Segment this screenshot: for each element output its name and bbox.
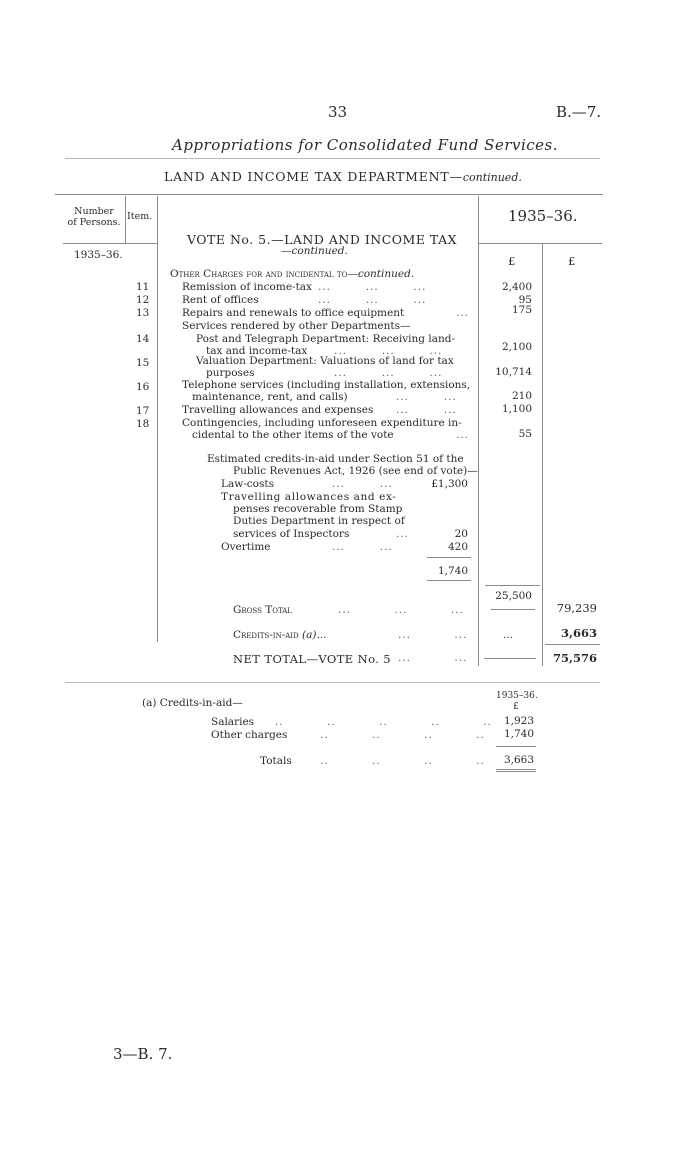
item-amount: 210 [511, 390, 532, 402]
subtotal-rule [485, 585, 540, 586]
leader-dots: ... [456, 307, 470, 319]
document-ref: B.—7. [556, 103, 602, 121]
leader-dots: ... ... [398, 629, 468, 641]
credits-total-rule [427, 580, 471, 581]
item-number: 12 [136, 294, 150, 306]
credit-overtime: Overtime [221, 541, 271, 553]
leader-dots: ... ... [332, 478, 393, 490]
section-heading-text: Other Charges for and incidental to [170, 268, 348, 280]
page-title: Appropriations for Consolidated Fund Services. [172, 136, 559, 154]
item-description: Telephone services (including installation, extensions, [182, 379, 471, 391]
footnote-total-rule [496, 769, 536, 770]
item-description: Travelling allowances and expenses [182, 404, 374, 416]
table-bottom-rule [65, 682, 600, 683]
item-amount: 55 [518, 428, 532, 440]
leader-dots: ... [396, 528, 410, 540]
leader-dots: ... ... ... [338, 604, 464, 616]
title-rule [65, 158, 600, 159]
persons-header-line1: Number [74, 206, 114, 217]
credits-in-aid-amount: 3,663 [560, 626, 597, 640]
footnote-unit: £ [513, 702, 519, 712]
persons-header [64, 206, 124, 228]
net-total-amount: 75,576 [552, 651, 597, 665]
sub-col-rule [542, 243, 543, 666]
page-number: 33 [328, 103, 348, 121]
leader-dots: ... [456, 429, 470, 441]
item-amount: 10,714 [495, 366, 532, 378]
department-cont: continued. [462, 171, 522, 184]
item-number: 17 [136, 405, 150, 417]
item-description: Valuation Department: Valuations of land for tax [196, 355, 454, 367]
item-number: 13 [136, 307, 150, 319]
item-number: 15 [136, 357, 150, 369]
credits-note-line1: Estimated credits-in-aid under Section 51 of the [207, 453, 464, 465]
persons-col-rule [125, 196, 126, 243]
leader-dots: ... ... [396, 391, 457, 403]
credit-travelling-line3: Duties Department in respect of [233, 515, 405, 527]
leader-dots: ... ... ... [318, 294, 427, 306]
leader-dots: ... ... ... [334, 345, 443, 357]
leader-dots: .. .. .. .. [320, 729, 485, 741]
gross-total-amount: 79,239 [556, 601, 597, 615]
item-description: Contingencies, including unforeseen expenditure in- [182, 417, 462, 429]
leader-dots: .. .. .. .. .. [275, 716, 492, 728]
item-description: Repairs and renewals to office equipment [182, 307, 405, 319]
leader-dots: .. .. .. .. [320, 755, 485, 767]
vote-title: VOTE No. 5.—LAND AND INCOME TAX [187, 232, 457, 247]
credits-total: 1,740 [437, 565, 468, 577]
item-description-cont: cidental to the other items of the vote [192, 429, 394, 441]
net-total-label: NET TOTAL—VOTE No. 5 [233, 652, 392, 666]
credit-overtime-amount: 420 [447, 541, 468, 553]
credit-travelling-line4: services of Inspectors [233, 528, 350, 540]
credits-in-aid-mid: ... [503, 629, 514, 641]
year-head-rule [478, 243, 602, 244]
credits-note-line2: Public Revenues Act, 1926 (see end of vote)— [233, 465, 478, 477]
footnote-sum-rule [496, 746, 536, 747]
persons-year: 1935–36. [74, 249, 123, 261]
leader-dots: ... ... ... [334, 367, 443, 379]
subtotal-amount: 25,500 [495, 590, 532, 602]
credit-travelling-line2: penses recoverable from Stamp [233, 503, 403, 515]
item-description-cont: maintenance, rent, and calls) [192, 391, 348, 403]
credit-law-costs: Law-costs [221, 478, 274, 490]
footnote-heading-text: (a) Credits-in-aid— [142, 697, 243, 709]
section-heading [170, 268, 414, 280]
item-col-rule [157, 196, 158, 642]
footnote-year: 1935–36. [496, 691, 538, 701]
pound-col2: £ [568, 254, 576, 268]
item-description: Rent of offices [182, 294, 259, 306]
item-number: 16 [136, 381, 150, 393]
footnote-heading [142, 697, 243, 709]
credits-sum-rule [427, 557, 471, 558]
credit-travelling-amount: 20 [454, 528, 468, 540]
persons-head-rule [63, 243, 158, 244]
leader-dots: ... ... [396, 404, 457, 416]
item-description: Remission of income-tax [182, 281, 312, 293]
footnote-total-rule2 [496, 771, 536, 772]
item-description-cont: tax and income-tax [206, 345, 308, 357]
leader-dots: ... ... ... [318, 281, 427, 293]
footnote-salaries-amount: 1,923 [503, 715, 534, 727]
credit-travelling-line1: Travelling allowances and ex- [221, 491, 397, 503]
year-header: 1935–36. [508, 207, 578, 225]
net-dash-rule [484, 658, 536, 659]
credit-law-costs-amount: £1,300 [431, 478, 468, 490]
item-description: Post and Telegraph Department: Receiving land- [196, 333, 455, 345]
pound-col1: £ [508, 254, 516, 268]
credits-in-aid-label [233, 629, 327, 641]
leader-dots: ... ... [332, 541, 393, 553]
footnote-salaries: Salaries [211, 716, 255, 728]
item-amount: 2,400 [501, 281, 532, 293]
department-heading [164, 169, 522, 184]
department-name: LAND AND INCOME TAX DEPARTMENT— [164, 169, 463, 184]
footnote-other-charges: Other charges [211, 729, 288, 741]
page-footer: 3—B. 7. [113, 1045, 173, 1063]
section-heading-cont: —continued. [347, 268, 415, 280]
item-amount: 2,100 [501, 341, 532, 353]
item-description-cont: purposes [206, 367, 255, 379]
gross-dash-rule [491, 609, 535, 610]
footnote-total-amount: 3,663 [503, 754, 534, 766]
persons-header-line2: of Persons. [67, 217, 121, 228]
footnote-other-charges-amount: 1,740 [503, 728, 534, 740]
credits-in-aid-ref: (a) [302, 629, 317, 641]
item-amount: 1,100 [501, 403, 532, 415]
credits-in-aid-dots: ... [316, 629, 327, 641]
item-number: 11 [136, 281, 150, 293]
item-description: Services rendered by other Departments— [182, 320, 411, 332]
net-total-top-rule [545, 644, 600, 645]
credits-in-aid-text: Credits-in-aid [233, 629, 299, 641]
header-rule [55, 194, 603, 195]
item-amount: 95 [518, 294, 532, 306]
item-header: Item. [127, 211, 153, 222]
vote-cont: —continued. [281, 245, 348, 257]
leader-dots: ... ... [398, 652, 468, 664]
gross-total-text: Gross Total [233, 604, 292, 616]
footnote-totals-label: Totals [260, 755, 292, 767]
desc-col-rule [478, 196, 479, 666]
item-number: 14 [136, 333, 150, 345]
item-amount: 175 [511, 304, 532, 316]
gross-total-label [233, 604, 292, 616]
item-number: 18 [136, 418, 150, 430]
